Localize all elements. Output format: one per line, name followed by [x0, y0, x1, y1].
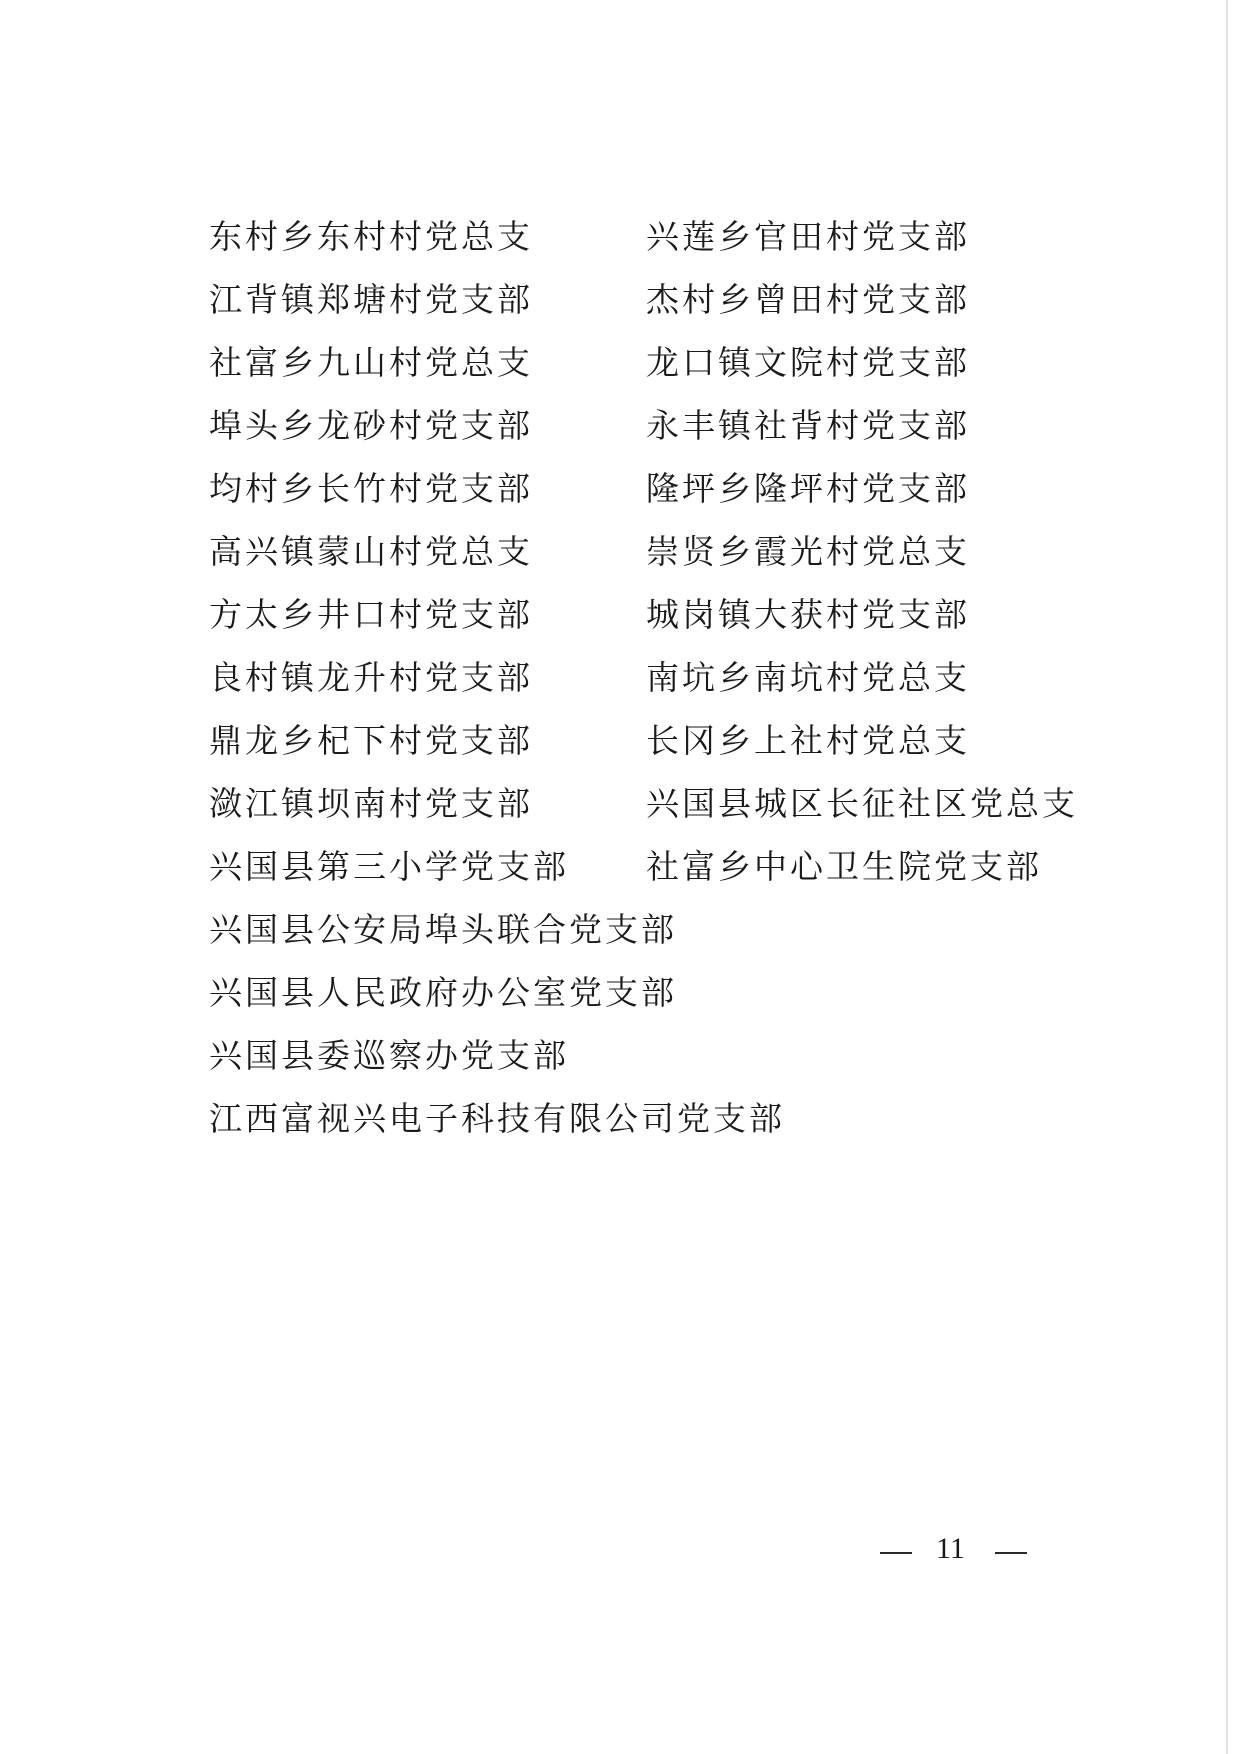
- list-row: [0, 835, 1240, 898]
- list-row: [0, 1024, 1240, 1087]
- org-name-right: 南坑乡南坑村党总支: [646, 658, 970, 697]
- org-name-left: 社富乡九山村党总支: [209, 343, 533, 382]
- org-name-left: 兴国县人民政府办公室党支部: [209, 973, 677, 1012]
- org-name-left: 兴国县公安局埠头联合党支部: [209, 910, 677, 949]
- list-row: [0, 772, 1240, 835]
- org-name-left: 方太乡井口村党支部: [209, 595, 533, 634]
- org-name-left: 兴国县第三小学党支部: [209, 847, 569, 886]
- page-number-dash-right: [995, 1552, 1027, 1554]
- org-name-left: 良村镇龙升村党支部: [209, 658, 533, 697]
- org-name-right: 隆坪乡隆坪村党支部: [646, 469, 970, 508]
- org-name-left: 鼎龙乡杞下村党支部: [209, 721, 533, 760]
- org-name-right: 永丰镇社背村党支部: [646, 406, 970, 445]
- org-name-left: 高兴镇蒙山村党总支: [209, 532, 533, 571]
- org-name-left: 兴国县委巡察办党支部: [209, 1036, 569, 1075]
- org-name-right: 杰村乡曾田村党支部: [646, 280, 970, 319]
- list-row: [0, 268, 1240, 331]
- list-row: [0, 457, 1240, 520]
- org-name-right: 兴莲乡官田村党支部: [646, 217, 970, 256]
- org-name-right: 城岗镇大获村党支部: [646, 595, 970, 634]
- list-row: [0, 898, 1240, 961]
- org-name-left: 东村乡东村村党总支: [209, 217, 533, 256]
- list-row: [0, 394, 1240, 457]
- list-row: [0, 583, 1240, 646]
- list-row: [0, 961, 1240, 1024]
- org-name-right: 社富乡中心卫生院党支部: [646, 847, 1042, 886]
- page-number-dash-left: [880, 1552, 912, 1554]
- org-name-left: 江西富视兴电子科技有限公司党支部: [209, 1099, 785, 1138]
- org-name-right: 兴国县城区长征社区党总支: [646, 784, 1078, 823]
- list-row: [0, 520, 1240, 583]
- list-row: [0, 205, 1240, 268]
- org-name-left: 均村乡长竹村党支部: [209, 469, 533, 508]
- org-name-right: 崇贤乡霞光村党总支: [646, 532, 970, 571]
- org-name-right: 长冈乡上社村党总支: [646, 721, 970, 760]
- list-row: [0, 709, 1240, 772]
- org-name-right: 龙口镇文院村党支部: [646, 343, 970, 382]
- page-number-value: 11: [936, 1532, 965, 1565]
- org-name-left: 潋江镇坝南村党支部: [209, 784, 533, 823]
- org-name-left: 江背镇郑塘村党支部: [209, 280, 533, 319]
- list-row: [0, 646, 1240, 709]
- list-row: [0, 1087, 1240, 1150]
- organization-list: [0, 205, 1240, 1150]
- org-name-left: 埠头乡龙砂村党支部: [209, 406, 533, 445]
- list-row: [0, 331, 1240, 394]
